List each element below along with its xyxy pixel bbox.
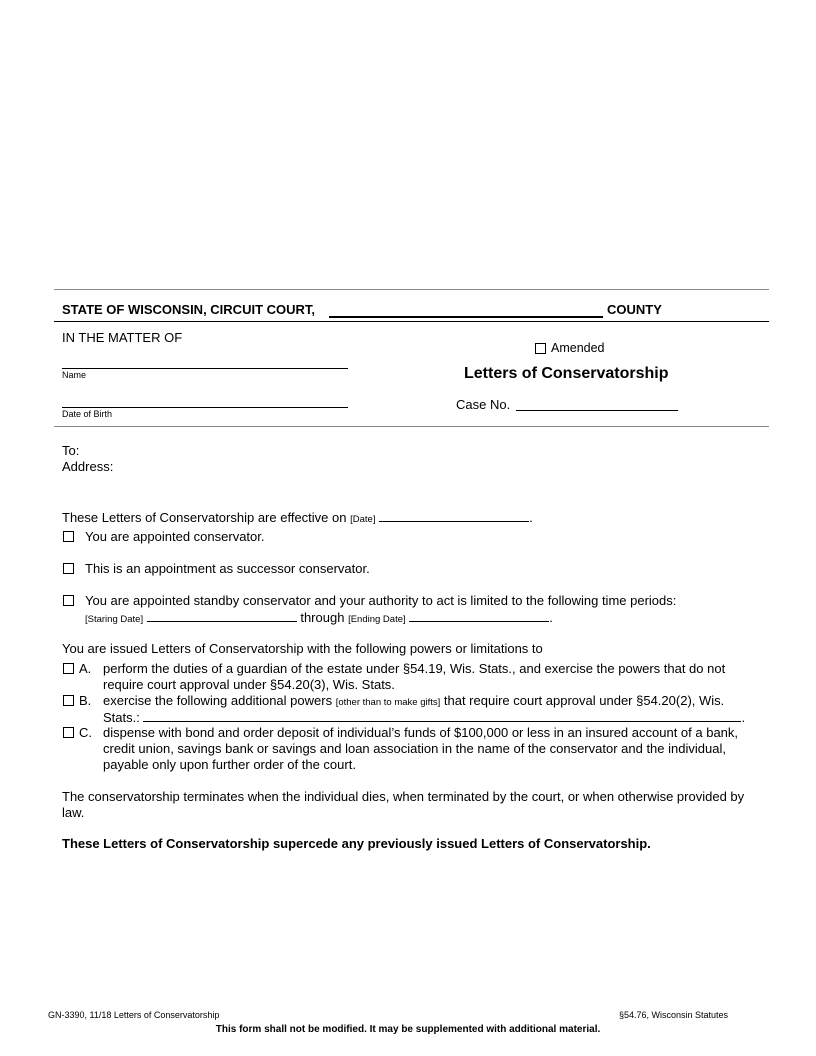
ending-date-blank[interactable] — [409, 609, 549, 622]
name-label: Name — [62, 370, 87, 380]
form-id: GN-3390, 11/18 Letters of Conservatorship — [48, 1010, 220, 1020]
power-b-blank[interactable] — [143, 709, 741, 722]
power-a-line2: require court approval under §54.20(3), Wis. Stats. — [103, 677, 395, 692]
power-c-line1: dispense with bond and order deposit of individual’s funds of $100,000 or less in an insured account of a bank, — [103, 725, 739, 740]
power-c-line3: payable only upon further order of the court. — [103, 757, 356, 772]
through-label: through — [300, 610, 345, 625]
successor-conservator-checkbox[interactable] — [63, 563, 74, 574]
case-no-label: Case No. — [456, 397, 511, 412]
power-c-letter: C. — [79, 725, 92, 740]
county-label: COUNTY — [607, 302, 662, 317]
statute-reference: §54.76, Wisconsin Statutes — [619, 1010, 729, 1020]
dob-label: Date of Birth — [62, 409, 113, 419]
caption-bottom-rule — [54, 426, 769, 427]
effective-date-blank[interactable] — [379, 509, 529, 522]
powers-intro: You are issued Letters of Conservatorship with the following powers or limitations to — [62, 641, 543, 656]
power-b-text-pre: exercise the following additional powers — [103, 693, 333, 708]
form-title: Letters of Conservatorship — [464, 365, 669, 382]
power-b-letter: B. — [79, 693, 92, 708]
state-court-label: STATE OF WISCONSIN, CIRCUIT COURT, — [62, 302, 316, 317]
to-label: To: — [62, 443, 80, 458]
power-c-checkbox[interactable] — [63, 727, 74, 738]
standby-period: . — [549, 610, 553, 625]
ending-date-hint: [Ending Date] — [348, 614, 406, 625]
top-rule — [54, 289, 769, 290]
power-c-line2: credit union, savings bank or savings and loan association in the name of the conservator and the individual, — [103, 741, 726, 756]
modification-notice: This form shall not be modified. It may be supplemented with additional material. — [215, 1024, 601, 1035]
county-blank[interactable] — [329, 316, 603, 318]
standby-conservator-checkbox[interactable] — [63, 595, 74, 606]
date-hint: [Date] — [350, 514, 376, 525]
power-b-stats: Stats.: — [103, 710, 140, 725]
effective-line — [62, 509, 533, 528]
case-no-blank[interactable] — [516, 410, 678, 411]
effective-period: . — [529, 510, 533, 525]
power-b-period: . — [741, 710, 746, 725]
successor-conservator-label: This is an appointment as successor conservator. — [85, 561, 370, 576]
termination-line1: The conservatorship terminates when the individual dies, when terminated by the court, or when otherwise provided by — [62, 789, 745, 804]
termination-line2: law. — [62, 805, 85, 820]
address-label: Address: — [62, 459, 114, 474]
dob-blank[interactable] — [62, 407, 348, 408]
standby-dates-line — [85, 609, 553, 628]
supersede-statement: These Letters of Conservatorship supercede any previously issued Letters of Conservatorship. — [62, 836, 651, 851]
power-a-checkbox[interactable] — [63, 663, 74, 674]
amended-checkbox[interactable] — [535, 343, 546, 354]
starting-date-blank[interactable] — [147, 609, 297, 622]
power-b-line2 — [103, 709, 745, 726]
standby-conservator-label: You are appointed standby conservator and your authority to act is limited to the following time periods: — [85, 593, 677, 608]
power-a-line1: perform the duties of a guardian of the estate under §54.19, Wis. Stats., and exercise the powers that do not — [103, 661, 726, 676]
in-matter-of-label: IN THE MATTER OF — [62, 330, 183, 345]
starting-date-hint: [Staring Date] — [85, 614, 144, 625]
appointed-conservator-label: You are appointed conservator. — [85, 529, 265, 544]
power-b-text-post: that require court approval under §54.20(2), Wis. — [443, 693, 725, 708]
name-blank[interactable] — [62, 368, 348, 369]
power-b-hint: [other than to make gifts] — [335, 697, 441, 708]
appointed-conservator-checkbox[interactable] — [63, 531, 74, 542]
header-rule — [54, 321, 769, 322]
power-b-checkbox[interactable] — [63, 695, 74, 706]
effective-text: These Letters of Conservatorship are effective on — [62, 510, 347, 525]
amended-label: Amended — [551, 341, 605, 355]
power-a-letter: A. — [79, 661, 92, 676]
